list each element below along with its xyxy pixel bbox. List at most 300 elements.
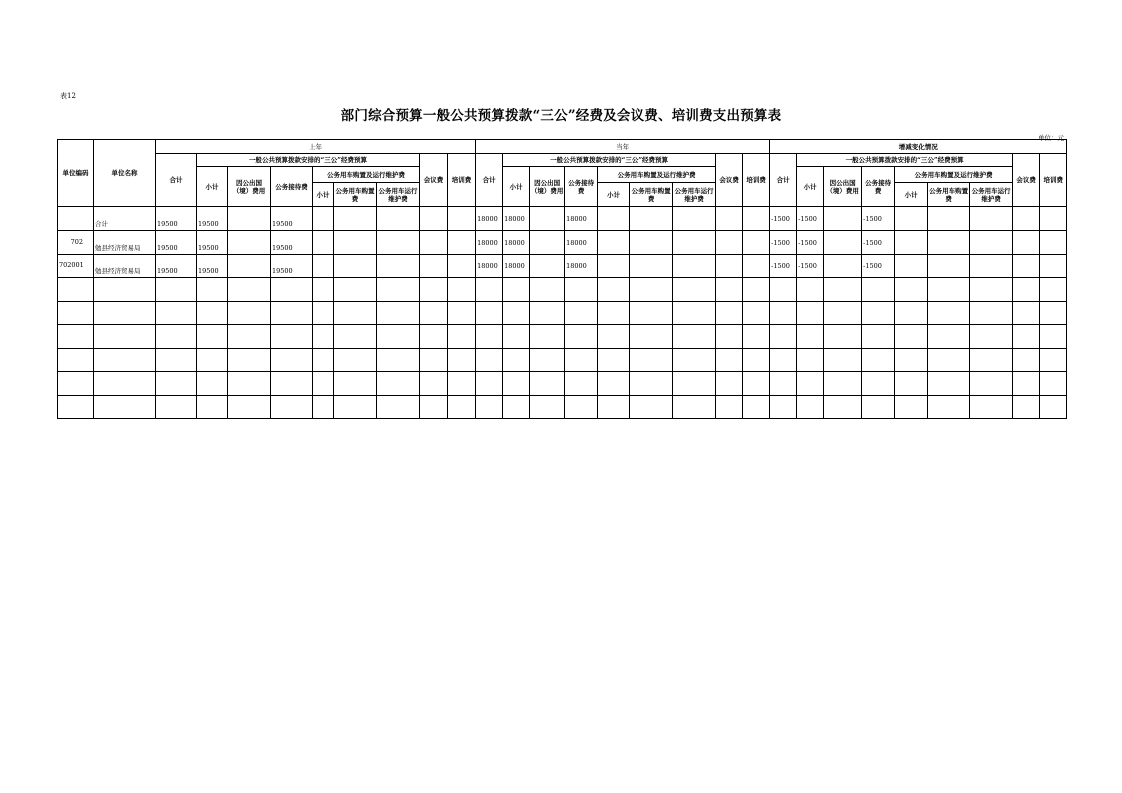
cell-unit-code [58,372,94,396]
cell-value [420,302,448,325]
cell-value [530,207,565,231]
cell-unit-code [58,349,94,372]
table-label: 表12 [60,92,76,100]
cell-value [565,396,598,419]
cell-unit-code [58,302,94,325]
header-training: 培训费 [448,154,476,207]
header-vehicle-subtotal: 小计 [598,183,630,207]
header-prev-year: 上年 [156,140,476,154]
cell-value [970,325,1013,349]
cell-value [716,396,743,419]
cell-value [228,372,271,396]
cell-value [673,207,716,231]
cell-unit-name: 合计 [94,207,156,231]
header-vehicle-subtotal: 小计 [313,183,334,207]
cell-value [716,372,743,396]
cell-value: 18000 [565,207,598,231]
cell-value [228,278,271,302]
cell-value [334,255,377,278]
cell-value [797,325,824,349]
table-row [58,231,1067,255]
table-row [58,349,1067,372]
cell-value [797,372,824,396]
cell-value [448,231,476,255]
cell-value [503,302,530,325]
header-reception: 公务接待费 [565,167,598,207]
cell-value [313,302,334,325]
cell-unit-name [94,396,156,419]
cell-value [598,278,630,302]
header-subtotal: 小计 [197,167,228,207]
cell-value: 18000 [476,231,503,255]
cell-value [824,231,862,255]
cell-value [673,349,716,372]
cell-value: 19500 [156,231,197,255]
cell-value [895,278,928,302]
cell-value: -1500 [862,231,895,255]
cell-value [895,349,928,372]
cell-value [271,325,313,349]
header-vehicle-purchase: 公务用车购置费 [630,183,673,207]
header-unit-name: 单位名称 [94,140,156,207]
cell-value: -1500 [862,255,895,278]
header-meeting: 会议费 [1013,154,1040,207]
cell-value [377,231,420,255]
cell-value [862,325,895,349]
header-budget: 一般公共预算拨款安排的“三公”经费预算 [797,154,1013,167]
cell-value [673,325,716,349]
cell-value [228,349,271,372]
cell-value [970,278,1013,302]
cell-value [228,231,271,255]
cell-value [630,255,673,278]
cell-value [630,278,673,302]
cell-value [420,231,448,255]
cell-value [448,349,476,372]
cell-value [503,278,530,302]
table-row [58,396,1067,419]
page-title: 部门综合预算一般公共预算拨款“三公”经费及会议费、培训费支出预算表 [340,108,782,124]
cell-value [970,302,1013,325]
cell-value [770,278,797,302]
cell-value [197,325,228,349]
cell-value [530,278,565,302]
cell-value [770,396,797,419]
cell-value [862,372,895,396]
cell-value [1013,255,1040,278]
cell-unit-code [58,325,94,349]
header-budget: 一般公共预算拨款安排的“三公”经费预算 [503,154,716,167]
cell-value [420,349,448,372]
cell-value [334,349,377,372]
cell-value [862,349,895,372]
cell-value [598,325,630,349]
cell-value [377,278,420,302]
cell-value [673,255,716,278]
cell-value [377,349,420,372]
cell-value [716,302,743,325]
cell-value [420,255,448,278]
cell-value [1040,372,1067,396]
cell-value [1040,207,1067,231]
table-row [58,325,1067,349]
header-abroad: 因公出国（境）费用 [228,167,271,207]
table-row [58,255,1067,278]
header-total: 合计 [476,154,503,207]
cell-value [530,255,565,278]
header-curr-year: 当年 [476,140,770,154]
cell-value [862,302,895,325]
cell-value [271,396,313,419]
cell-value [1013,231,1040,255]
header-reception: 公务接待费 [862,167,895,207]
header-vehicle-subtotal: 小计 [895,183,928,207]
table-row [58,278,1067,302]
cell-unit-name: 勉县经济贸易局 [94,255,156,278]
cell-value [862,278,895,302]
header-subtotal: 小计 [503,167,530,207]
cell-value [1013,207,1040,231]
cell-value [448,207,476,231]
cell-value [565,372,598,396]
cell-value: 18000 [503,231,530,255]
cell-value [377,255,420,278]
cell-value: 18000 [476,207,503,231]
header-vehicle-maintenance: 公务用车运行维护费 [970,183,1013,207]
cell-value [743,302,770,325]
cell-value [673,278,716,302]
cell-value [1040,255,1067,278]
cell-value [420,278,448,302]
cell-value [1013,302,1040,325]
cell-value: 19500 [197,207,228,231]
cell-value [895,372,928,396]
cell-value: 19500 [271,255,313,278]
cell-value [448,302,476,325]
cell-value [271,349,313,372]
header-training: 培训费 [1040,154,1067,207]
cell-value [797,396,824,419]
cell-value [716,255,743,278]
cell-value [797,302,824,325]
cell-value [530,231,565,255]
table-row [58,302,1067,325]
table-row [58,207,1067,231]
cell-value [598,231,630,255]
cell-value [313,278,334,302]
cell-value [420,396,448,419]
cell-value [377,207,420,231]
cell-value [824,302,862,325]
budget-table [57,139,1067,419]
cell-value [334,278,377,302]
cell-value: -1500 [797,231,824,255]
cell-value [928,302,970,325]
cell-value [530,302,565,325]
cell-value [895,207,928,231]
cell-value [1040,231,1067,255]
cell-value [970,231,1013,255]
cell-value [1040,325,1067,349]
cell-value [673,396,716,419]
cell-value [1040,302,1067,325]
cell-value [1013,396,1040,419]
cell-value [271,302,313,325]
cell-value [334,231,377,255]
cell-value [716,349,743,372]
cell-value: 18000 [565,231,598,255]
header-budget: 一般公共预算拨款安排的“三公”经费预算 [197,154,420,167]
cell-value [271,278,313,302]
cell-value [530,349,565,372]
cell-value [673,372,716,396]
cell-value [928,278,970,302]
cell-value [970,396,1013,419]
header-meeting: 会议费 [716,154,743,207]
cell-value [895,396,928,419]
cell-unit-code [58,396,94,419]
cell-value [970,207,1013,231]
header-abroad: 因公出国（境）费用 [530,167,565,207]
cell-value [598,372,630,396]
cell-value [448,255,476,278]
cell-value [565,302,598,325]
cell-value [824,255,862,278]
cell-value [824,372,862,396]
cell-value [313,372,334,396]
cell-value [630,302,673,325]
cell-value [197,396,228,419]
header-reception: 公务接待费 [271,167,313,207]
header-abroad: 因公出国（境）费用 [824,167,862,207]
cell-value [228,396,271,419]
cell-value [970,255,1013,278]
cell-value [420,372,448,396]
cell-unit-name [94,278,156,302]
cell-value: 18000 [565,255,598,278]
cell-value [334,372,377,396]
cell-value [228,207,271,231]
cell-value [970,372,1013,396]
cell-value: -1500 [797,255,824,278]
cell-value [503,396,530,419]
cell-value [743,255,770,278]
cell-unit-code [58,278,94,302]
cell-value [630,349,673,372]
cell-value [770,372,797,396]
cell-value [928,255,970,278]
cell-value [598,396,630,419]
cell-value [630,207,673,231]
cell-value [716,278,743,302]
cell-value [743,207,770,231]
cell-unit-name [94,302,156,325]
header-unit-code: 单位编码 [58,140,94,207]
cell-value [716,325,743,349]
cell-value [598,207,630,231]
cell-value: 19500 [156,207,197,231]
cell-value [598,302,630,325]
cell-value [770,349,797,372]
cell-value [334,302,377,325]
cell-value [448,372,476,396]
cell-value [448,278,476,302]
cell-value [313,231,334,255]
cell-value [630,372,673,396]
cell-value [271,372,313,396]
cell-value [824,325,862,349]
cell-value: 19500 [197,255,228,278]
cell-unit-code: 702 [58,231,94,255]
header-subtotal: 小计 [797,167,824,207]
cell-value [770,325,797,349]
cell-value [503,325,530,349]
table-row [58,372,1067,396]
cell-unit-code [58,207,94,231]
cell-value [1040,396,1067,419]
cell-value [673,231,716,255]
header-vehicle: 公务用车购置及运行维护费 [313,167,420,183]
cell-unit-code: 702001 [58,255,94,278]
cell-value [377,325,420,349]
cell-value [197,349,228,372]
cell-value [565,278,598,302]
cell-value [630,396,673,419]
cell-value [197,302,228,325]
cell-value [530,372,565,396]
cell-value [228,325,271,349]
cell-value: 19500 [156,255,197,278]
cell-value [743,231,770,255]
cell-value [228,302,271,325]
cell-value [156,325,197,349]
cell-value [377,302,420,325]
cell-value: 19500 [271,231,313,255]
cell-value [824,207,862,231]
cell-value [743,278,770,302]
cell-value [476,372,503,396]
cell-value: 18000 [476,255,503,278]
cell-unit-name [94,372,156,396]
cell-value [448,325,476,349]
cell-value [448,396,476,419]
cell-value [334,396,377,419]
cell-value [928,207,970,231]
header-vehicle-purchase: 公务用车购置费 [334,183,377,207]
cell-value: -1500 [797,207,824,231]
header-change: 增减变化情况 [770,140,1067,154]
header-vehicle-purchase: 公务用车购置费 [928,183,970,207]
cell-value [716,207,743,231]
cell-value [797,349,824,372]
cell-value: -1500 [770,255,797,278]
cell-value [476,349,503,372]
cell-value [598,349,630,372]
cell-value [420,325,448,349]
cell-unit-name [94,349,156,372]
cell-value [476,396,503,419]
header-vehicle-maintenance: 公务用车运行维护费 [377,183,420,207]
cell-value [770,302,797,325]
cell-value [862,396,895,419]
cell-value: -1500 [770,207,797,231]
cell-value [1013,278,1040,302]
header-vehicle-maintenance: 公务用车运行维护费 [673,183,716,207]
cell-value [743,372,770,396]
cell-value [928,325,970,349]
cell-value [313,255,334,278]
unit-label: 单位：元 [1038,134,1064,142]
cell-value [1013,349,1040,372]
cell-value [928,349,970,372]
cell-value [377,372,420,396]
cell-value [895,302,928,325]
cell-value [1040,278,1067,302]
cell-value [928,396,970,419]
cell-value [928,372,970,396]
cell-value [1013,372,1040,396]
cell-value [197,278,228,302]
cell-value [476,325,503,349]
cell-value: -1500 [862,207,895,231]
cell-value [313,349,334,372]
cell-value [476,278,503,302]
cell-value [530,396,565,419]
cell-value: -1500 [770,231,797,255]
cell-value [530,325,565,349]
cell-value [156,278,197,302]
cell-unit-name: 勉县经济贸易局 [94,231,156,255]
cell-value [565,349,598,372]
cell-value [313,207,334,231]
cell-value [476,302,503,325]
cell-value [895,255,928,278]
header-total: 合计 [156,154,197,207]
cell-value [743,325,770,349]
header-vehicle: 公务用车购置及运行维护费 [895,167,1013,183]
cell-value [565,325,598,349]
cell-value [197,372,228,396]
header-meeting: 会议费 [420,154,448,207]
header-vehicle: 公务用车购置及运行维护费 [598,167,716,183]
cell-value [598,255,630,278]
cell-value [824,278,862,302]
cell-value [503,372,530,396]
cell-value [313,325,334,349]
cell-value [824,396,862,419]
cell-value [334,325,377,349]
cell-value: 18000 [503,207,530,231]
cell-value [420,207,448,231]
header-total: 合计 [770,154,797,207]
cell-value [228,255,271,278]
cell-value [895,325,928,349]
cell-value [630,325,673,349]
cell-value [156,349,197,372]
cell-value [313,396,334,419]
cell-value [377,396,420,419]
cell-value [503,349,530,372]
cell-value [928,231,970,255]
cell-unit-name [94,325,156,349]
cell-value: 19500 [271,207,313,231]
cell-value [334,207,377,231]
cell-value [716,231,743,255]
cell-value [895,231,928,255]
header-training: 培训费 [743,154,770,207]
cell-value [673,302,716,325]
cell-value [156,396,197,419]
